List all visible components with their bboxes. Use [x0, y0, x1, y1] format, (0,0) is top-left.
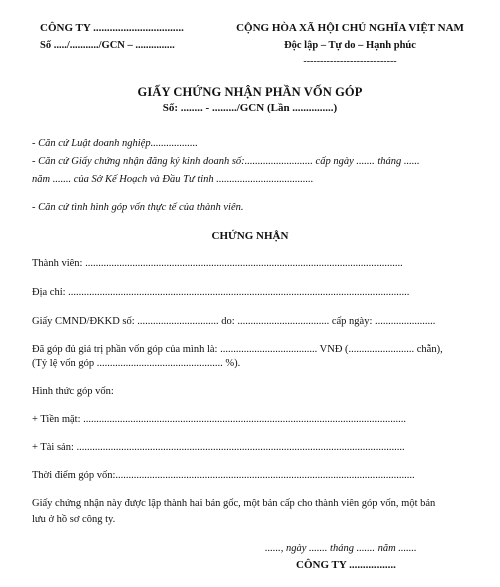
cash-field: + Tiền mặt: ........................................................................................................................... [32, 414, 407, 425]
contribution-form-label: Hình thức góp vốn: [32, 386, 114, 397]
basis-business-registration: - Căn cứ Giấy chứng nhận đăng ký kinh doanh số:.......................... cấp ngày ....... tháng ...... [32, 156, 420, 167]
note-line-2: lưu ở hồ sơ công ty. [32, 514, 116, 525]
id-field: Giấy CMND/ĐKKD số: ............................... do: ................................... cấp ngày: ....................... [32, 316, 436, 327]
assets-field: + Tài sản: ............................................................................................................................. [32, 442, 405, 453]
document-title: GIẤY CHỨNG NHẬN PHẦN VỐN GÓP [137, 85, 363, 99]
document-subtitle: Số: ........ - ........./GCN (Lần ...............) [162, 102, 338, 114]
basis-registration-date: năm ....... của Sở Kế Hoạch và Đầu Tư tỉnh ..................................... [32, 174, 314, 185]
address-field: Địa chỉ: .................................................................................................................................. [32, 287, 410, 298]
motto-divider: ---------------------------- [303, 56, 397, 67]
contributed-amount-field: Đã góp đủ giá trị phần vốn góp của mình là: ..................................... VNĐ (......................... chẵn), [32, 344, 443, 355]
signing-company: CÔNG TY ................. [296, 559, 396, 571]
signing-date: ......, ngày ....... tháng ....... năm ....... [265, 543, 417, 554]
basis-contribution: - Căn cứ tình hình góp vốn thực tế của thành viên. [32, 202, 244, 213]
basis-law: - Căn cứ Luật doanh nghiệp.................. [32, 138, 198, 149]
national-title: CỘNG HÒA XÃ HỘI CHỦ NGHĨA VIỆT NAM [236, 22, 464, 34]
note-line-1: Giấy chứng nhận này được lập thành hai bản gốc, một bản cấp cho thành viên góp vốn, một bản [32, 498, 436, 509]
contribution-ratio-field: (Tỷ lệ vốn góp ................................................ %). [32, 358, 241, 369]
member-field: Thành viên: ......................................................................................................................... [32, 258, 403, 269]
company-name: CÔNG TY ................................. [40, 22, 184, 34]
certify-heading: CHỨNG NHẬN [211, 230, 289, 242]
contribution-time-field: Thời điểm góp vốn:.................................................................................................................. [32, 470, 415, 481]
national-motto: Độc lập – Tự do – Hạnh phúc [284, 40, 416, 51]
document-number: Số ...../.........../GCN – ............... [40, 40, 175, 51]
